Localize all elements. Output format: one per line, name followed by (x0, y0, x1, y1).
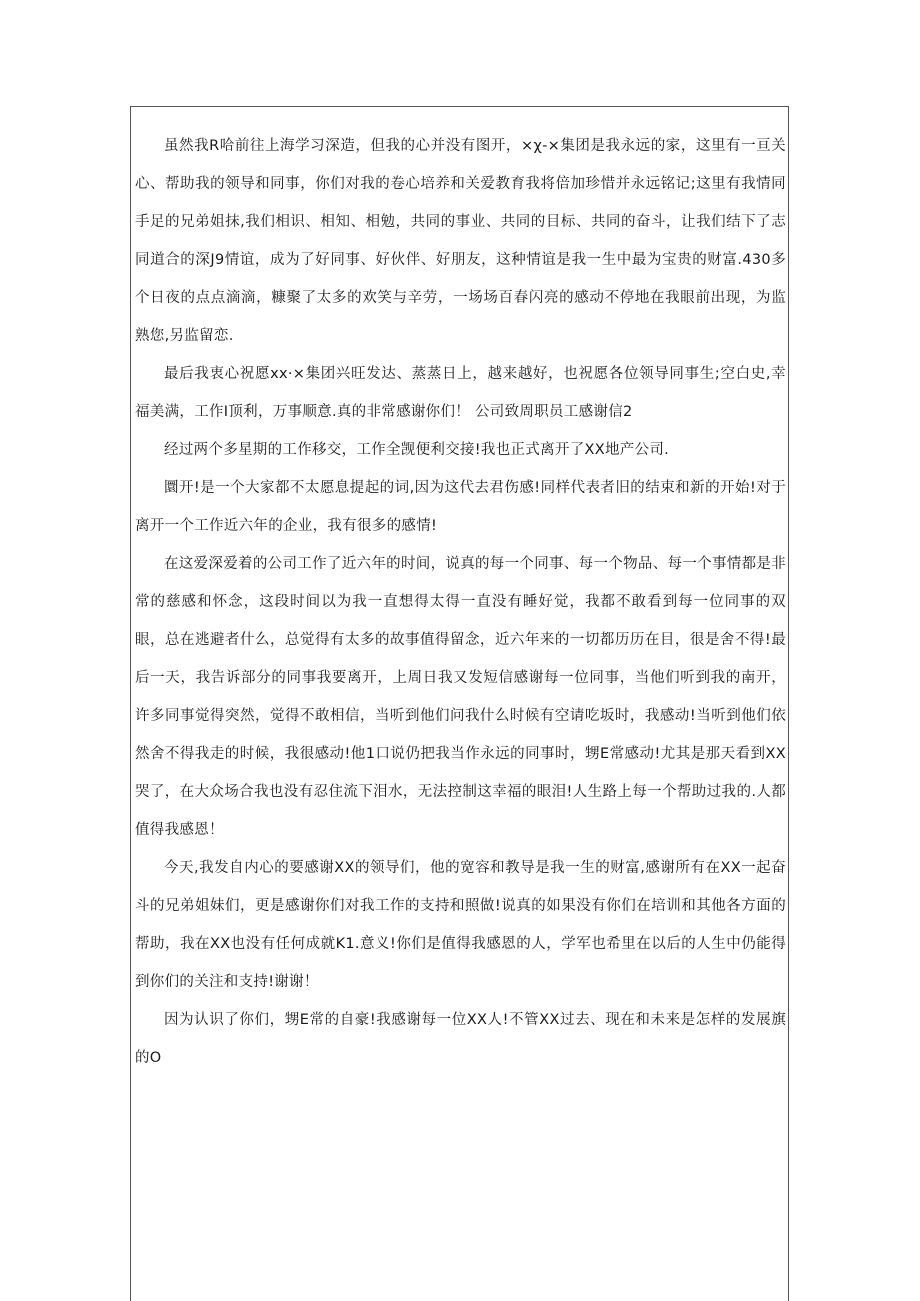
paragraph-6: 今天,我发自内心的要感谢XX的领导们，他的宽容和教导是我一生的财富,感谢所有在XX一起奋斗的兄弟姐妹们，更是感谢你们对我工作的支持和照做!说真的如果没有你们在培训和其他各方面的帮助，我在XX也没有任何成就K1.意义!你们是值得我感恩的人，学军也希里在以后的人生中仍能得到你们的关注和支持!谢谢！ (135, 860, 786, 990)
paragraph-5: 在这爱深爱着的公司工作了近六年的时间，说真的每一个同事、每一个物品、每一个事情都是非常的慈感和怀念，这段时间以为我一直想得太得一直没有睡好觉，我都不敢看到每一位同事的双眼，总在逃避者什么，总觉得有太多的故事值得留念，近六年来的一切都历历在目，很是舍不得!最后一天，我告诉部分的同事我要离开，上周日我又发短信感谢每一位同事，当他们听到我的南开，许多同事觉得突然，觉得不敢相信，当听到他们问我什么时候有空请吃坂时，我感动!当听到他们依然舍不得我走的时候，我很感动!他1口说仍把我当作永远的同事时，甥E常感动!尤其是那天看到XX哭了，在大众场合我也没有忍住流下泪水，无法控制这幸福的眼泪!人生路上每一个帮助过我的.人都值得我感恩！ (135, 556, 786, 838)
document-body (135, 127, 786, 1077)
paragraph-3: 经过两个多星期的工作移交，工作全觊便利交接!我也正式离开了XX地产公司. (164, 442, 670, 458)
paragraph-4: 圜开!是一个大家都不太愿息提起的词,因为这代去君伤感!同样代表者旧的结束和新的开始!对于离开一个工作近六年的企业，我有很多的感情! (135, 480, 786, 534)
paragraph-2: 最后我衷心祝愿xx·×集团兴旺发达、蒸蒸日上，越来越好，也祝愿各位领导同事生;空白史,幸福美满，工作I顶利，万事顺意.真的非常感谢你们！ 公司致周职员工感谢信2 (135, 366, 786, 420)
page-frame (130, 106, 789, 1301)
paragraph-1: 虽然我R哈前往上海学习深造，但我的心并没有图开，×χ-×集团是我永远的家，这里有一亘关心、帮助我的领导和同事，你们对我的卷心培养和关爱教育我将倍加珍惜并永远铭记;这里有我情同手足的兄弟姐抹,我们相识、相知、相勉，共同的事业、共同的目标、共同的奋斗，让我们结下了志同道合的深J9情谊，成为了好同事、好伙伴、好朋友，这种情谊是我一生中最为宝贵的财富.430多个日夜的点点滴滴，糠聚了太多的欢笑与辛劳，一场场百春闪亮的感动不停地在我眼前出现，为监熟您,另监留恋. (135, 138, 786, 344)
paragraph-7: 因为认识了你们，甥E常的自豪!我感谢每一位XX人!不管XX过去、现在和未来是怎样的发展旗的O (135, 1012, 786, 1066)
